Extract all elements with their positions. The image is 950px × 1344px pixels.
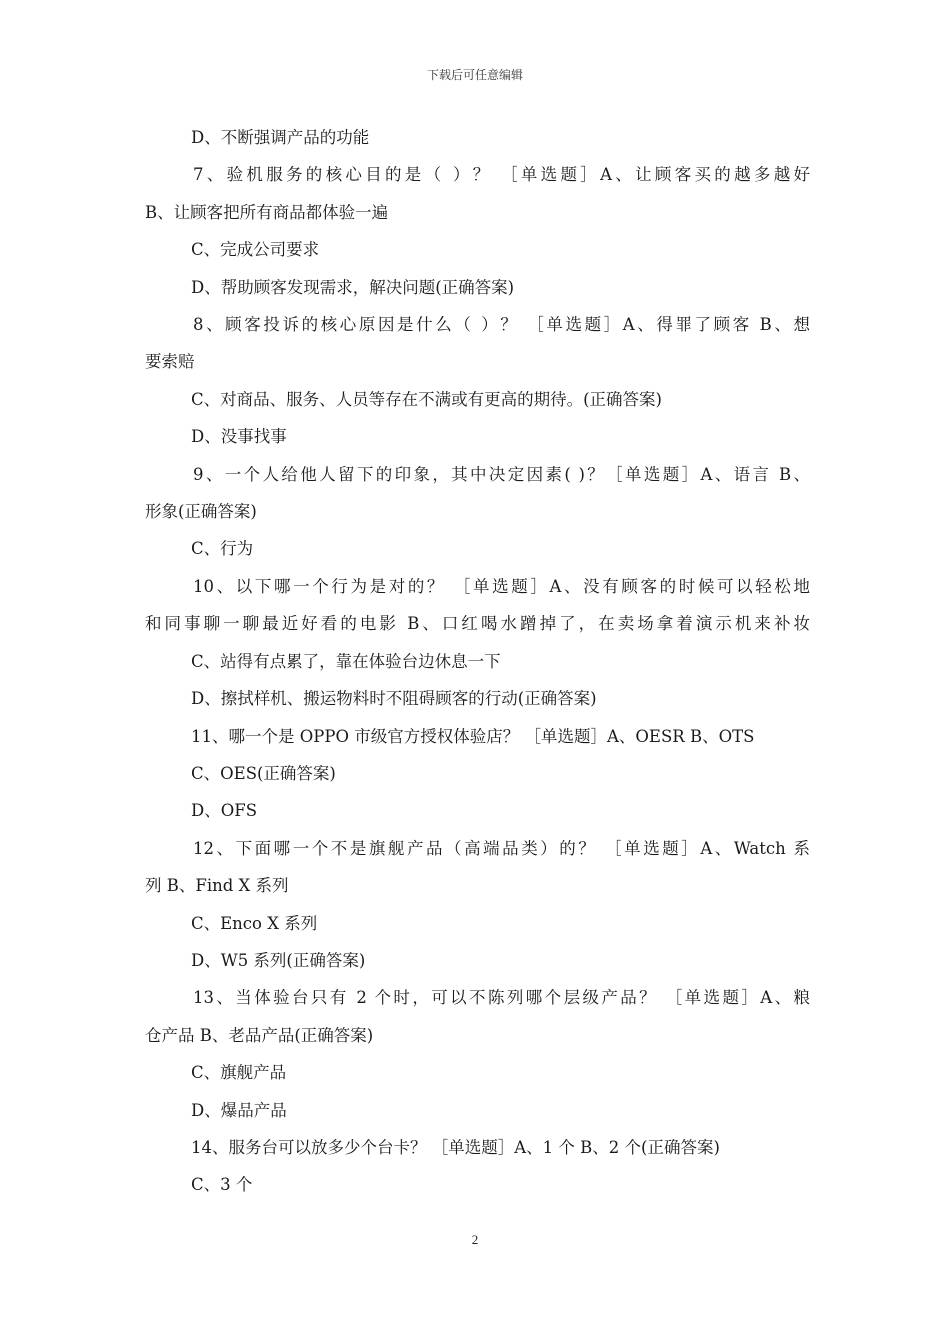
question-line: 13、当体验台只有 2 个时，可以不陈列哪个层级产品？ ［单选题］A、粮 bbox=[193, 988, 810, 1008]
text-line: C、3 个 bbox=[191, 1175, 253, 1195]
question-line: 11、哪一个是 OPPO 市级官方授权体验店？ ［单选题］A、OESR B、OTS bbox=[191, 726, 755, 746]
text-line: B、让顾客把所有商品都体验一遍 bbox=[145, 202, 389, 222]
question-line: 12、下面哪一个不是旗舰产品（高端品类）的？ ［单选题］A、Watch 系 bbox=[193, 838, 810, 858]
text-line: 和同事聊一聊最近好看的电影 B、口红喝水蹭掉了，在卖场拿着演示机来补妆 bbox=[145, 614, 810, 634]
text-line: D、W5 系列(正确答案) bbox=[191, 950, 366, 970]
text-line: C、OES(正确答案) bbox=[191, 763, 336, 783]
question-line: 7、验机服务的核心目的是（ ）？ ［单选题］A、让顾客买的越多越好 bbox=[193, 165, 810, 185]
text-line: C、行为 bbox=[191, 539, 254, 559]
page-number: 2 bbox=[471, 1232, 479, 1247]
text-line: C、完成公司要求 bbox=[191, 240, 320, 260]
text-line: C、Enco X 系列 bbox=[191, 913, 318, 933]
text-line: 要索赔 bbox=[145, 352, 195, 372]
text-line: D、爆品产品 bbox=[191, 1100, 287, 1120]
text-line: D、擦拭样机、搬运物料时不阻碍顾客的行动(正确答案) bbox=[191, 689, 597, 709]
question-line: 9、一个人给他人留下的印象，其中决定因素( )？［单选题］A、语言 B、 bbox=[193, 464, 810, 484]
text-line: D、不断强调产品的功能 bbox=[191, 128, 370, 147]
question-line: 10、以下哪一个行为是对的？ ［单选题］A、没有顾客的时候可以轻松地 bbox=[193, 576, 810, 596]
text-line: 仓产品 B、老品产品(正确答案) bbox=[145, 1025, 374, 1045]
text-line: D、帮助顾客发现需求，解决问题(正确答案) bbox=[191, 277, 515, 297]
question-line: 14、服务台可以放多少个台卡？ ［单选题］A、1 个 B、2 个(正确答案) bbox=[191, 1137, 720, 1157]
text-line: C、对商品、服务、人员等存在不满或有更高的期待。(正确答案) bbox=[191, 389, 662, 409]
text-line: C、旗舰产品 bbox=[191, 1063, 287, 1083]
page-header: 下载后可任意编辑 bbox=[426, 68, 523, 82]
question-line: 8、顾客投诉的核心原因是什么（ ）？ ［单选题］A、得罪了顾客 B、想 bbox=[193, 315, 810, 335]
text-line: C、站得有点累了，靠在体验台边休息一下 bbox=[191, 651, 501, 671]
text-line: D、OFS bbox=[191, 801, 258, 821]
document-body bbox=[145, 119, 810, 1204]
text-line: D、没事找事 bbox=[191, 427, 287, 447]
text-line: 形象(正确答案) bbox=[145, 502, 257, 522]
text-line: 列 B、Find X 系列 bbox=[145, 876, 289, 896]
